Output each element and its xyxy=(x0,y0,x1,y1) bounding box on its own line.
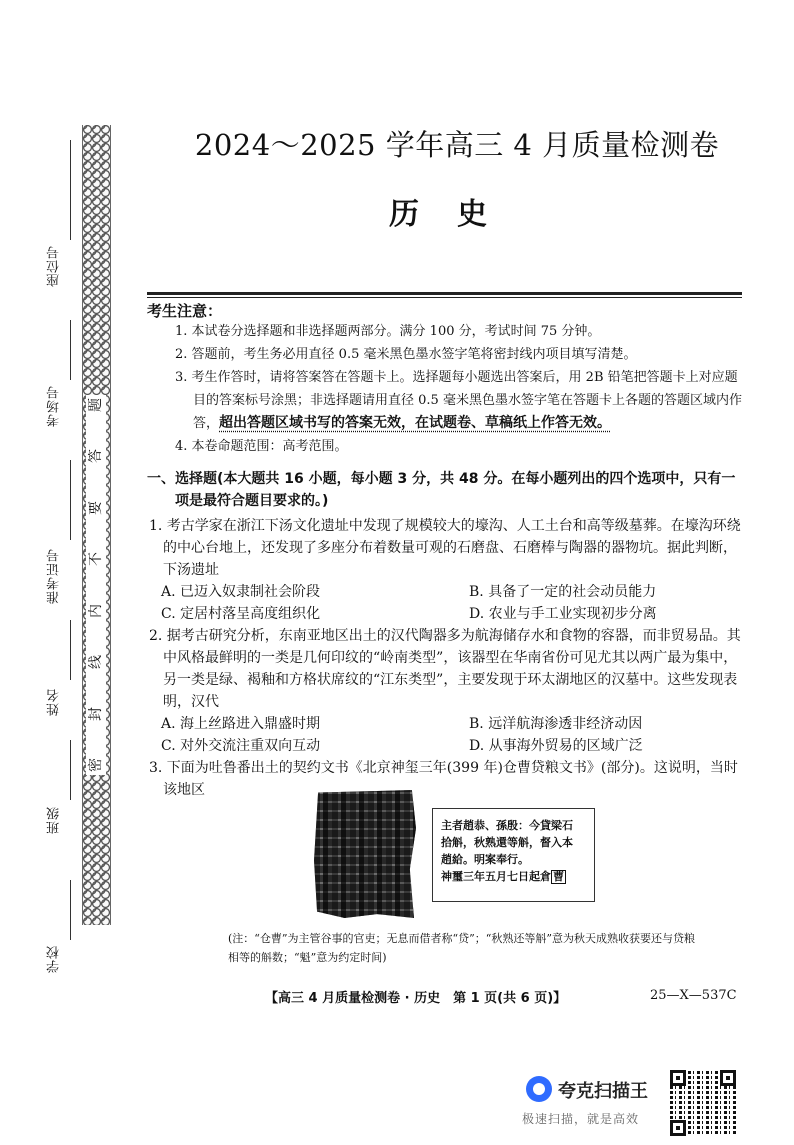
name-label: 姓名 xyxy=(47,688,62,716)
blank-line xyxy=(70,320,71,380)
question-options xyxy=(147,713,747,757)
qr-finder xyxy=(670,1120,686,1136)
transcript-line-text: 神璽三年五月七日起倉 xyxy=(441,870,551,883)
figure-note: (注：“仓曹”为主管谷事的官吏；无息而借者称“贷”；“秋熟还等斛”意为秋天成熟收获要还与贷粮相等的斛数；“魁”意为约定时间) xyxy=(228,932,696,964)
paper-code: 25—X—537C xyxy=(650,988,737,1003)
transcript-line: 主者趙恭、孫殷：今貸梁石 xyxy=(441,819,573,832)
seal-char: 封 xyxy=(88,706,104,721)
section-heading: 一、选择题(本大题共 16 小题，每小题 3 分，共 48 分。在每小题列出的四个选项中，只有一项是最符合题目要求的。) xyxy=(147,471,736,509)
blank-line xyxy=(70,740,71,800)
option-a: A. 海上丝路进入鼎盛时期 xyxy=(161,716,321,732)
qr-finder xyxy=(720,1070,736,1086)
option-b: B. 远洋航海渗透非经济动因 xyxy=(469,716,643,732)
blank-line xyxy=(70,880,71,940)
notice-item: 2. 答题前，考生务必用直径 0.5 毫米黑色墨水签字笔将密封线内项目填写清楚。 xyxy=(175,347,637,362)
scanner-logo-icon xyxy=(526,1076,552,1102)
option-d: D. 农业与手工业实现初步分离 xyxy=(469,606,657,622)
notice-item: 1. 本试卷分选择题和非选择题两部分。满分 100 分，考试时间 75 分钟。 xyxy=(175,324,601,339)
exam-room-label: 考场号 xyxy=(47,385,62,427)
notice-emphasis: 超出答题区域书写的答案无效，在试题卷、草稿纸上作答无效。 xyxy=(219,415,612,431)
notice-item: 4. 本卷命题范围：高考范围。 xyxy=(175,439,348,454)
seal-line-text xyxy=(86,395,106,775)
question-stem: 2. 据考古研究分析，东南亚地区出土的汉代陶器多为航海储存水和食物的容器，而非贸易品。其中风格最鲜明的一类是几何印纹的“岭南类型”，该器型在华南省份可见尤其以两广最为集中，另一类是绿、褐釉和方格状席纹的“江东类型”，主要发现于环太湖地区的汉墓中。这些发现表明，汉代 xyxy=(149,628,741,710)
scanner-tagline: 极速扫描，就是高效 xyxy=(522,1112,640,1126)
exam-title: 2024～2025 学年高三 4 月质量检测卷 xyxy=(194,128,720,162)
seal-char: 线 xyxy=(88,655,104,670)
school-label: 学校 xyxy=(47,945,62,973)
class-label: 班级 xyxy=(47,806,62,834)
blank-line xyxy=(70,140,71,240)
transcript-line: 拾斛，秋熟還等斛，督入本 xyxy=(441,836,573,849)
seat-number-label: 座位号 xyxy=(47,245,62,287)
blank-line xyxy=(70,620,71,680)
manuscript-transcript xyxy=(432,808,595,902)
notice-list xyxy=(147,320,742,458)
blank-line xyxy=(70,460,71,540)
seal-char: 答 xyxy=(88,449,104,464)
manuscript-photo xyxy=(314,790,416,918)
transcript-line xyxy=(441,868,588,885)
option-d: D. 从事海外贸易的区域广泛 xyxy=(469,738,643,754)
qr-finder xyxy=(670,1070,686,1086)
seal-stamp: 曹 xyxy=(553,870,564,883)
option-c: C. 对外交流注重双向互动 xyxy=(161,738,321,754)
option-c: C. 定居村落呈高度组织化 xyxy=(161,606,321,622)
header-rule-thin xyxy=(147,297,742,298)
seal-char: 题 xyxy=(88,398,104,412)
seal-char: 要 xyxy=(88,500,104,515)
admission-number-label: 准考证号 xyxy=(47,548,62,604)
question-section xyxy=(147,468,747,801)
question-stem: 1. 考古学家在浙江下汤文化遗址中发现了规模较大的壕沟、人工土台和高等级墓葬。在壕沟环绕的中心台地上，还发现了多座分布着数量可观的石磨盘、石磨棒与陶器的器物坑。据此判断，下汤遗址 xyxy=(149,518,741,578)
question-options xyxy=(147,581,747,625)
transcript-line: 趙給。明案奉行。 xyxy=(441,853,529,866)
header-rule xyxy=(147,292,742,295)
seal-char: 密 xyxy=(88,757,104,772)
notice-heading: 考生注意： xyxy=(147,302,223,320)
option-a: A. 已迈入奴隶制社会阶段 xyxy=(161,584,321,600)
notice-item xyxy=(147,366,742,435)
page-footer: 【高三 4 月质量检测卷 · 历史 第 1 页(共 6 页)】 xyxy=(265,991,567,1006)
scanner-app-name: 夸克扫描王 xyxy=(558,1081,648,1102)
seal-char: 不 xyxy=(88,552,104,567)
qr-code-icon xyxy=(670,1070,736,1136)
question-stem: 3. 下面为吐鲁番出土的契约文书《北京神玺三年(399 年)仓曹贷粮文书》(部分)。这说明，当时该地区 xyxy=(149,760,738,798)
subject-title: 历史 xyxy=(389,197,525,232)
seal-char: 内 xyxy=(88,603,104,618)
notice-item-text: 3. 考生作答时，请将答案答在答题卡上。选择题每小题选出答案后，用 2B 铅笔把答题卡上对应题目的答案标号涂黑；非选择题请用直径 0.5 毫米黑色墨水签字笔在答题卡上各题的答题区域内作答， xyxy=(175,370,742,431)
option-b: B. 具备了一定的社会动员能力 xyxy=(469,584,657,600)
